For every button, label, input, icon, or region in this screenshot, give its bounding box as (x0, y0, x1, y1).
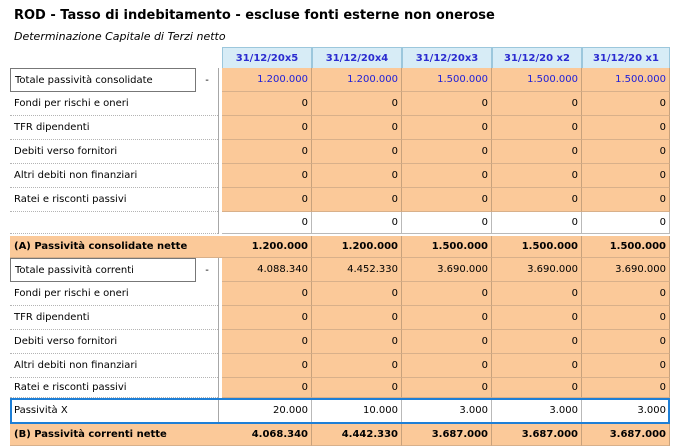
row-label (10, 212, 218, 234)
value-cell[interactable]: 3.000 (492, 398, 582, 424)
value-cell: 4.442.330 (312, 424, 402, 446)
value-cell[interactable]: 0 (402, 330, 492, 354)
row-label: Ratei e risconti passivi (10, 378, 218, 398)
value-cell[interactable]: 0 (402, 116, 492, 140)
value-cell: 1.500.000 (582, 236, 670, 258)
row-label: Altri debiti non finanziari (10, 354, 218, 378)
table-row (10, 68, 670, 92)
value-cell[interactable]: 0 (492, 92, 582, 116)
value-cell[interactable]: 0 (492, 378, 582, 398)
value-cell: 3.687.000 (582, 424, 670, 446)
row-label: TFR dipendenti (10, 306, 218, 330)
value-cell[interactable]: 0 (222, 116, 312, 140)
column-header-2: 31/12/20x4 (312, 47, 402, 69)
value-cell[interactable]: 0 (402, 188, 492, 212)
value-cell[interactable]: 0 (312, 378, 402, 398)
value-cell[interactable]: 0 (312, 354, 402, 378)
value-cell[interactable]: 0 (492, 188, 582, 212)
value-cell: 1.500.000 (402, 68, 492, 92)
value-cell[interactable]: 3.690.000 (582, 258, 670, 282)
value-cell[interactable]: 10.000 (312, 398, 402, 424)
value-cell[interactable]: 4.088.340 (222, 258, 312, 282)
value-cell[interactable]: 0 (582, 282, 670, 306)
table-row (10, 188, 670, 212)
table-row (10, 378, 670, 398)
value-cell[interactable]: 0 (312, 282, 402, 306)
value-cell: 1.500.000 (492, 68, 582, 92)
value-cell[interactable]: 0 (312, 212, 402, 234)
column-header-1: 31/12/20x5 (222, 47, 312, 69)
value-cell: 1.500.000 (402, 236, 492, 258)
value-cell[interactable]: 0 (492, 116, 582, 140)
value-cell[interactable]: 0 (402, 212, 492, 234)
value-cell[interactable]: 0 (582, 330, 670, 354)
value-cell: 1.500.000 (492, 236, 582, 258)
row-label: Fondi per rischi e oneri (10, 92, 218, 116)
value-cell[interactable]: 0 (222, 164, 312, 188)
value-cell[interactable]: 0 (402, 164, 492, 188)
table-row (10, 282, 670, 306)
value-cell[interactable]: 0 (492, 164, 582, 188)
value-cell: 3.687.000 (492, 424, 582, 446)
value-cell[interactable]: 20.000 (222, 398, 312, 424)
value-cell[interactable]: 0 (402, 354, 492, 378)
value-cell: 4.068.340 (222, 424, 312, 446)
value-cell[interactable]: 0 (222, 378, 312, 398)
value-cell[interactable]: 0 (312, 140, 402, 164)
value-cell[interactable]: 0 (312, 116, 402, 140)
value-cell: 3.687.000 (402, 424, 492, 446)
value-cell[interactable]: 0 (582, 188, 670, 212)
row-label: Altri debiti non finanziari (10, 164, 218, 188)
table-row (10, 306, 670, 330)
value-cell[interactable]: 0 (582, 306, 670, 330)
row-label: Totale passività correnti (10, 258, 196, 282)
table-row (10, 398, 670, 424)
value-cell[interactable]: 0 (582, 212, 670, 234)
value-cell[interactable]: 0 (492, 212, 582, 234)
row-label: Totale passività consolidate (10, 68, 196, 92)
value-cell[interactable]: 0 (582, 92, 670, 116)
value-cell: 1.200.000 (222, 236, 312, 258)
table-row (10, 212, 670, 234)
value-cell[interactable]: 0 (402, 92, 492, 116)
value-cell[interactable]: 3.000 (582, 398, 670, 424)
column-header-4: 31/12/20 x2 (492, 47, 582, 69)
table-row (10, 92, 670, 116)
table-row (10, 354, 670, 378)
row-label: (A) Passività consolidate nette (10, 236, 222, 258)
table-row (10, 140, 670, 164)
value-cell[interactable]: 0 (492, 282, 582, 306)
value-cell: 1.500.000 (582, 68, 670, 92)
row-label: Debiti verso fornitori (10, 330, 218, 354)
column-header-row (222, 47, 670, 69)
value-cell[interactable]: 0 (312, 164, 402, 188)
table-row (10, 236, 670, 258)
value-cell: 1.200.000 (312, 68, 402, 92)
table-row (10, 258, 670, 282)
page-title: ROD - Tasso di indebitamento - escluse fonti esterne non onerose (14, 8, 495, 23)
value-cell[interactable]: 0 (222, 282, 312, 306)
value-cell[interactable]: 3.690.000 (492, 258, 582, 282)
value-cell[interactable]: 0 (402, 282, 492, 306)
column-header-3: 31/12/20x3 (402, 47, 492, 69)
value-cell[interactable]: 0 (312, 188, 402, 212)
value-cell[interactable]: 0 (402, 378, 492, 398)
row-sign-dropdown[interactable]: - (196, 258, 218, 283)
value-cell[interactable]: 3.690.000 (402, 258, 492, 282)
table-row (10, 116, 670, 140)
value-cell[interactable]: 3.000 (402, 398, 492, 424)
column-header-5: 31/12/20 x1 (582, 47, 670, 69)
table-row (10, 424, 670, 446)
value-cell[interactable]: 0 (312, 306, 402, 330)
value-cell[interactable]: 0 (222, 306, 312, 330)
row-label: TFR dipendenti (10, 116, 218, 140)
value-cell[interactable]: 0 (492, 330, 582, 354)
value-cell[interactable]: 0 (582, 378, 670, 398)
value-cell[interactable]: 0 (222, 140, 312, 164)
value-cell[interactable]: 0 (222, 354, 312, 378)
page-subtitle: Determinazione Capitale di Terzi netto (14, 30, 226, 43)
value-cell: 1.200.000 (312, 236, 402, 258)
value-cell[interactable]: 0 (312, 330, 402, 354)
table-row (10, 330, 670, 354)
value-cell[interactable]: 0 (492, 354, 582, 378)
value-cell[interactable]: 0 (492, 140, 582, 164)
value-cell[interactable]: 0 (222, 188, 312, 212)
value-cell[interactable]: 0 (402, 140, 492, 164)
value-cell[interactable]: 0 (582, 116, 670, 140)
row-label: (B) Passività correnti nette (10, 424, 222, 446)
value-cell[interactable]: 0 (582, 164, 670, 188)
row-label: Ratei e risconti passivi (10, 188, 218, 212)
row-sign-dropdown[interactable]: - (196, 68, 218, 93)
value-cell[interactable]: 0 (312, 92, 402, 116)
value-cell[interactable]: 0 (492, 306, 582, 330)
value-cell[interactable]: 0 (222, 330, 312, 354)
value-cell[interactable]: 4.452.330 (312, 258, 402, 282)
table-row (10, 164, 670, 188)
row-label: Passività X (10, 398, 218, 424)
value-cell[interactable]: 0 (222, 92, 312, 116)
value-cell: 1.200.000 (222, 68, 312, 92)
value-cell[interactable]: 0 (582, 140, 670, 164)
value-cell[interactable]: 0 (402, 306, 492, 330)
row-label: Debiti verso fornitori (10, 140, 218, 164)
value-cell[interactable]: 0 (222, 212, 312, 234)
row-label: Fondi per rischi e oneri (10, 282, 218, 306)
value-cell[interactable]: 0 (582, 354, 670, 378)
